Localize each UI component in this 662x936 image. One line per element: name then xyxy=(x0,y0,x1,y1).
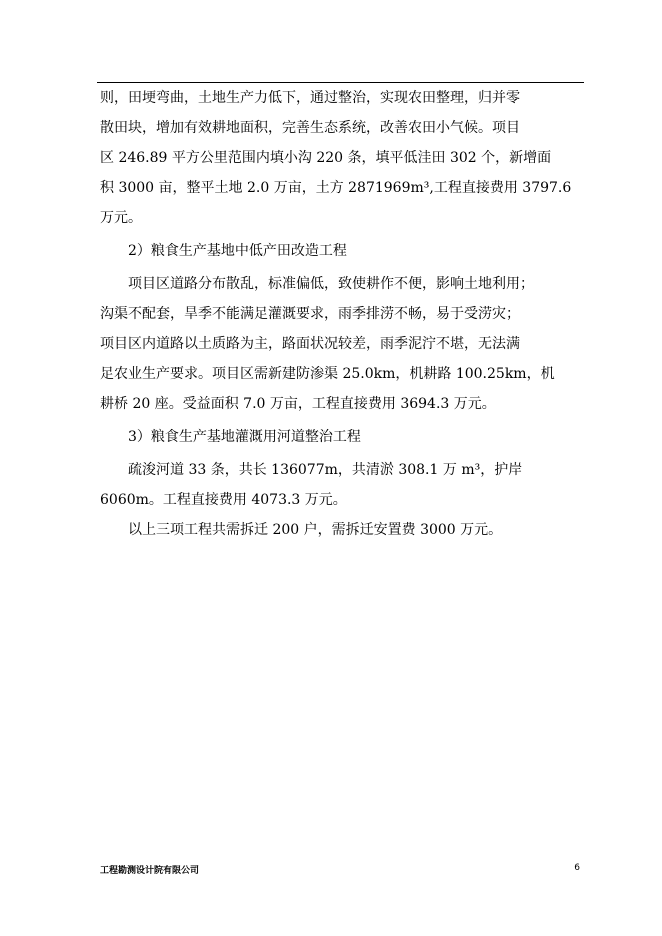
paragraph-line: 耕桥 20 座。受益面积 7.0 万亩，工程直接费用 3694.3 万元。 xyxy=(100,396,496,412)
paragraph-line: 沟渠不配套，旱季不能满足灌溉要求，雨季排涝不畅，易于受涝灾； xyxy=(100,306,520,322)
paragraph-line: 区 246.89 平方公里范围内填小沟 220 条，填平低洼田 302 个，新增面 xyxy=(100,150,552,166)
footer-company-name: 工程勘测设计院有限公司 xyxy=(100,866,200,876)
paragraph-line: 万元。 xyxy=(100,210,142,226)
page-number: 6 xyxy=(574,863,580,873)
paragraph-line: 则，田埂弯曲，土地生产力低下，通过整治，实现农田整理，归并零 xyxy=(100,90,520,106)
paragraph-line: 以上三项工程共需拆迁 200 户，需拆迁安置费 3000 万元。 xyxy=(128,522,503,538)
paragraph-line: 散田块，增加有效耕地面积，完善生态系统，改善农田小气候。项目 xyxy=(100,120,520,136)
paragraph-line: 足农业生产要求。项目区需新建防渗渠 25.0km，机耕路 100.25km，机 xyxy=(100,366,555,382)
paragraph-line: 项目区道路分布散乱，标准偏低，致使耕作不便，影响土地利用； xyxy=(128,276,534,292)
section-heading: 3）粮食生产基地灌溉用河道整治工程 xyxy=(128,429,361,445)
paragraph-line: 积 3000 亩，整平土地 2.0 万亩，土方 2871969m³,工程直接费用 3797.6 xyxy=(100,180,572,196)
document-body xyxy=(100,83,578,545)
section-heading: 2）粮食生产基地中低产田改造工程 xyxy=(128,243,347,259)
paragraph-line: 项目区内道路以土质路为主，路面状况较差，雨季泥泞不堪，无法满 xyxy=(100,336,520,352)
paragraph-line: 疏浚河道 33 条，共长 136077m，共清淤 308.1 万 m³，护岸 xyxy=(128,462,523,478)
paragraph-line: 6060m。工程直接费用 4073.3 万元。 xyxy=(100,492,347,508)
